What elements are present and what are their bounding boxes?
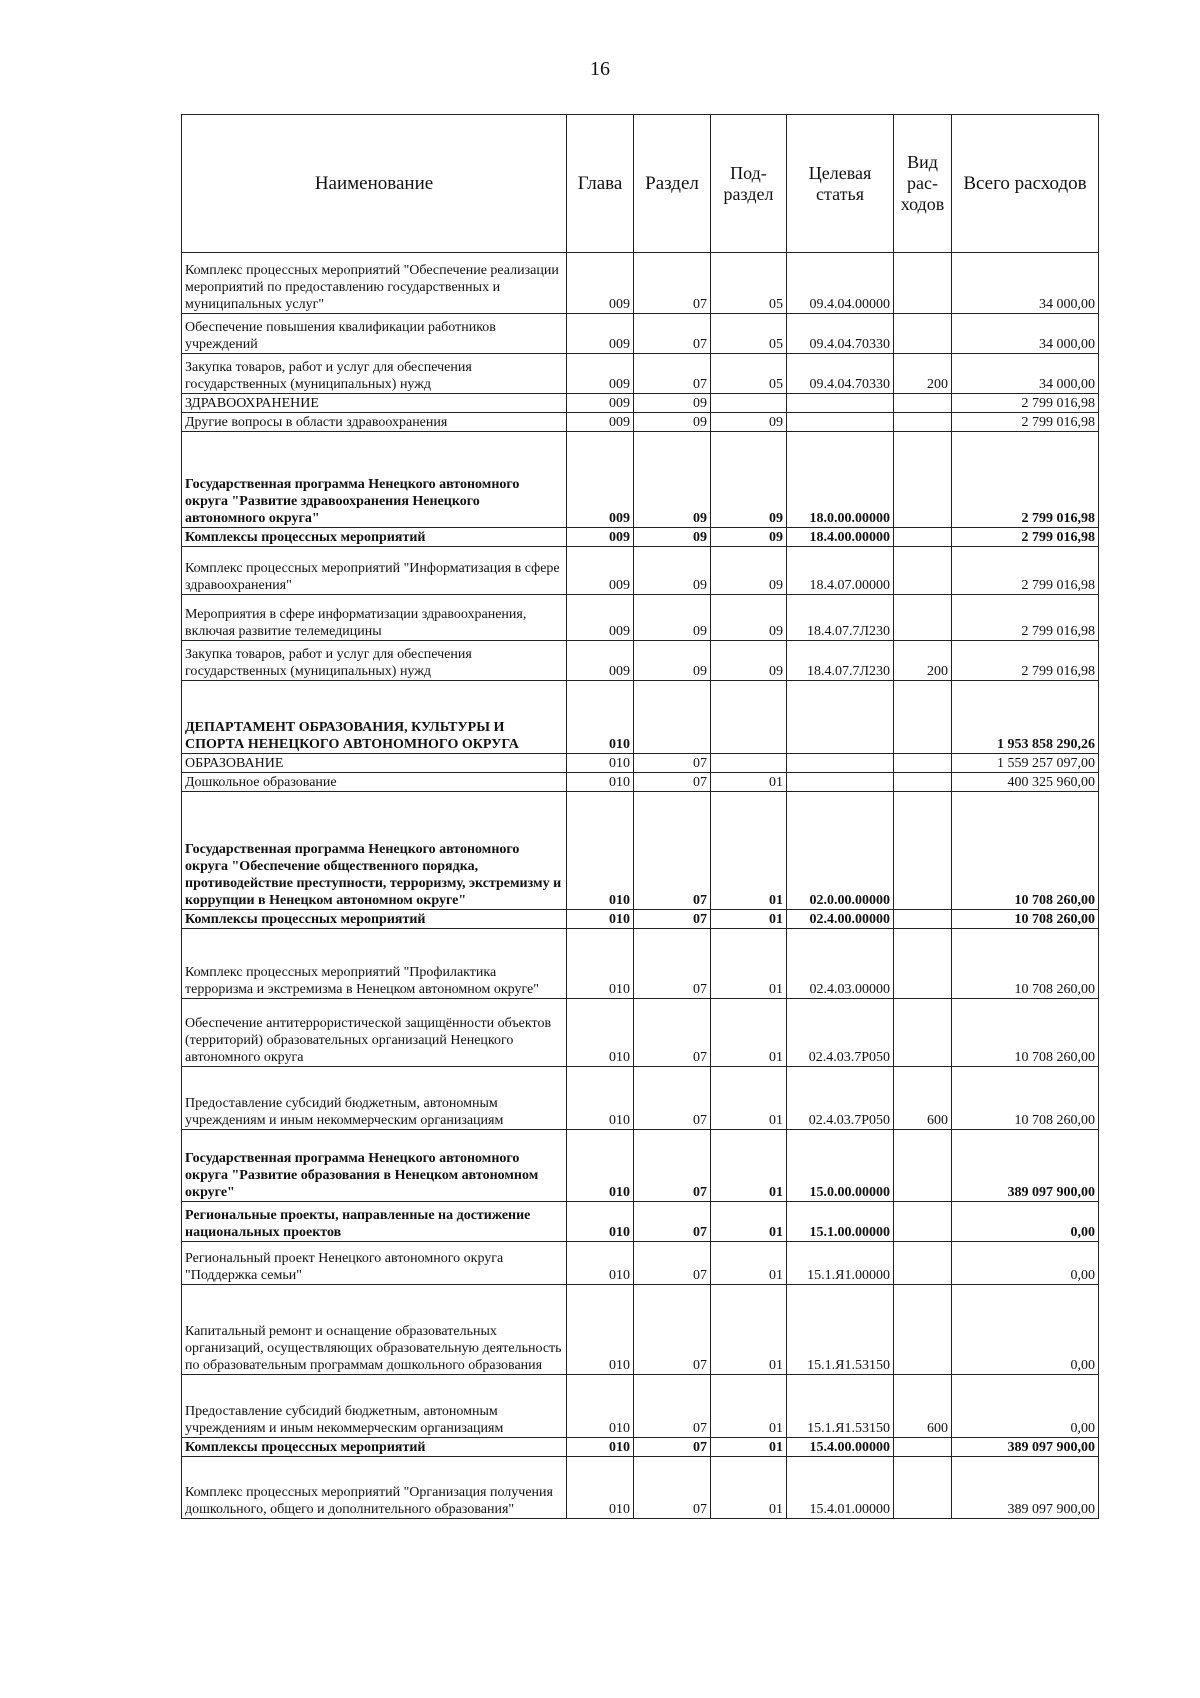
cell-name: Государственная программа Ненецкого автономного округа "Развитие образования в Ненецком автономном округе"	[182, 1130, 567, 1202]
cell-statya: 15.1.Я1.53150	[787, 1285, 894, 1375]
header-name: Наименование	[182, 115, 567, 253]
header-total: Всего расходов	[952, 115, 1099, 253]
cell-total: 34 000,00	[952, 253, 1099, 314]
cell-total: 0,00	[952, 1375, 1099, 1438]
cell-podrazdel: 05	[711, 314, 787, 354]
cell-name: Предоставление субсидий бюджетным, автономным учреждениям и иным некоммерческим организациям	[182, 1375, 567, 1438]
cell-statya: 02.4.03.00000	[787, 929, 894, 999]
table-row	[182, 1375, 1099, 1438]
cell-glava: 010	[567, 1457, 634, 1519]
cell-total: 389 097 900,00	[952, 1457, 1099, 1519]
table-row	[182, 1130, 1099, 1202]
cell-vid: 600	[894, 1067, 952, 1130]
header-podrazdel-line2: раздел	[723, 183, 774, 204]
cell-podrazdel: 01	[711, 929, 787, 999]
cell-podrazdel	[711, 394, 787, 413]
cell-vid	[894, 999, 952, 1067]
table-row	[182, 641, 1099, 681]
table-row	[182, 1067, 1099, 1130]
cell-razdel: 07	[634, 1242, 711, 1285]
cell-glava: 010	[567, 1130, 634, 1202]
cell-razdel: 09	[634, 432, 711, 528]
cell-vid	[894, 1457, 952, 1519]
cell-podrazdel: 05	[711, 253, 787, 314]
cell-glava: 009	[567, 528, 634, 547]
cell-total: 34 000,00	[952, 354, 1099, 394]
cell-total: 34 000,00	[952, 314, 1099, 354]
cell-statya: 15.1.Я1.00000	[787, 1242, 894, 1285]
cell-razdel: 07	[634, 754, 711, 773]
cell-statya: 15.0.00.00000	[787, 1130, 894, 1202]
cell-podrazdel: 01	[711, 999, 787, 1067]
cell-glava: 010	[567, 681, 634, 754]
cell-glava: 010	[567, 1285, 634, 1375]
cell-glava: 010	[567, 1438, 634, 1457]
table-row	[182, 432, 1099, 528]
cell-name: ОБРАЗОВАНИЕ	[182, 754, 567, 773]
cell-glava: 010	[567, 910, 634, 929]
cell-vid	[894, 792, 952, 910]
cell-razdel: 07	[634, 1375, 711, 1438]
cell-vid	[894, 1285, 952, 1375]
cell-glava: 009	[567, 394, 634, 413]
cell-podrazdel: 09	[711, 547, 787, 595]
cell-vid	[894, 253, 952, 314]
cell-razdel: 09	[634, 547, 711, 595]
cell-total: 389 097 900,00	[952, 1438, 1099, 1457]
cell-razdel: 09	[634, 413, 711, 432]
cell-total: 10 708 260,00	[952, 910, 1099, 929]
cell-statya: 18.4.00.00000	[787, 528, 894, 547]
cell-name: Комплексы процессных мероприятий	[182, 1438, 567, 1457]
cell-statya: 02.0.00.00000	[787, 792, 894, 910]
cell-glava: 010	[567, 929, 634, 999]
cell-glava: 010	[567, 1202, 634, 1242]
cell-total: 0,00	[952, 1202, 1099, 1242]
cell-total: 400 325 960,00	[952, 773, 1099, 792]
cell-podrazdel: 09	[711, 413, 787, 432]
cell-name: Комплекс процессных мероприятий "Информатизация в сфере здравоохранения"	[182, 547, 567, 595]
cell-statya: 15.4.01.00000	[787, 1457, 894, 1519]
table-row	[182, 1438, 1099, 1457]
cell-razdel: 07	[634, 792, 711, 910]
cell-podrazdel: 01	[711, 1242, 787, 1285]
cell-statya: 18.4.07.00000	[787, 547, 894, 595]
cell-glava: 010	[567, 999, 634, 1067]
cell-statya	[787, 754, 894, 773]
cell-podrazdel	[711, 754, 787, 773]
page-number: 16	[590, 58, 610, 80]
table-row	[182, 792, 1099, 910]
cell-name: Обеспечение повышения квалификации работников учреждений	[182, 314, 567, 354]
cell-name: Комплекс процессных мероприятий "Профилактика терроризма и экстремизма в Ненецком автономном округе"	[182, 929, 567, 999]
cell-glava: 009	[567, 547, 634, 595]
cell-total: 0,00	[952, 1242, 1099, 1285]
cell-glava: 009	[567, 354, 634, 394]
cell-vid	[894, 595, 952, 641]
cell-razdel: 07	[634, 1285, 711, 1375]
cell-glava: 010	[567, 792, 634, 910]
cell-statya: 15.1.Я1.53150	[787, 1375, 894, 1438]
cell-name: ЗДРАВООХРАНЕНИЕ	[182, 394, 567, 413]
cell-total: 2 799 016,98	[952, 432, 1099, 528]
table-row	[182, 528, 1099, 547]
cell-podrazdel: 09	[711, 528, 787, 547]
table-row	[182, 394, 1099, 413]
cell-vid	[894, 1438, 952, 1457]
header-statya-line1: Целевая	[808, 162, 872, 183]
table-row	[182, 681, 1099, 754]
cell-glava: 010	[567, 754, 634, 773]
cell-podrazdel: 01	[711, 1202, 787, 1242]
cell-statya: 15.4.00.00000	[787, 1438, 894, 1457]
cell-vid: 600	[894, 1375, 952, 1438]
cell-razdel: 07	[634, 354, 711, 394]
cell-statya: 02.4.03.7Р050	[787, 999, 894, 1067]
table-row	[182, 1457, 1099, 1519]
cell-vid	[894, 754, 952, 773]
cell-vid	[894, 314, 952, 354]
cell-glava: 010	[567, 1067, 634, 1130]
header-razdel: Раздел	[634, 115, 711, 253]
header-glava: Глава	[567, 115, 634, 253]
cell-name: Другие вопросы в области здравоохранения	[182, 413, 567, 432]
cell-vid	[894, 394, 952, 413]
header-vid-line2: рас-	[907, 173, 938, 193]
cell-name: Капитальный ремонт и оснащение образовательных организаций, осуществляющих образовательную деятельность по образовательным программам дошкольного образования	[182, 1285, 567, 1375]
cell-name: Предоставление субсидий бюджетным, автономным учреждениям и иным некоммерческим организациям	[182, 1067, 567, 1130]
cell-podrazdel: 01	[711, 1438, 787, 1457]
cell-podrazdel: 01	[711, 792, 787, 910]
cell-razdel: 09	[634, 641, 711, 681]
table-row	[182, 314, 1099, 354]
table-row	[182, 354, 1099, 394]
cell-statya: 09.4.04.70330	[787, 354, 894, 394]
cell-glava: 009	[567, 595, 634, 641]
cell-name: Дошкольное образование	[182, 773, 567, 792]
table-row	[182, 547, 1099, 595]
cell-name: Региональные проекты, направленные на достижение национальных проектов	[182, 1202, 567, 1242]
cell-vid	[894, 432, 952, 528]
cell-statya: 18.0.00.00000	[787, 432, 894, 528]
cell-name: Закупка товаров, работ и услуг для обеспечения государственных (муниципальных) нужд	[182, 354, 567, 394]
cell-glava: 010	[567, 773, 634, 792]
cell-razdel: 07	[634, 999, 711, 1067]
cell-podrazdel: 01	[711, 910, 787, 929]
cell-podrazdel: 09	[711, 432, 787, 528]
cell-podrazdel: 01	[711, 1067, 787, 1130]
cell-razdel: 07	[634, 910, 711, 929]
cell-razdel: 09	[634, 394, 711, 413]
cell-total: 2 799 016,98	[952, 528, 1099, 547]
cell-statya	[787, 394, 894, 413]
cell-name: ДЕПАРТАМЕНТ ОБРАЗОВАНИЯ, КУЛЬТУРЫ И СПОРТА НЕНЕЦКОГО АВТОНОМНОГО ОКРУГА	[182, 681, 567, 754]
table-row	[182, 1285, 1099, 1375]
table-row	[182, 910, 1099, 929]
cell-total: 1 953 858 290,26	[952, 681, 1099, 754]
cell-total: 2 799 016,98	[952, 547, 1099, 595]
header-statya	[787, 115, 894, 253]
cell-vid	[894, 413, 952, 432]
cell-name: Комплекс процессных мероприятий "Обеспечение реализации мероприятий по предоставлению государственных и муниципальных услуг"	[182, 253, 567, 314]
cell-vid: 200	[894, 354, 952, 394]
cell-total: 10 708 260,00	[952, 1067, 1099, 1130]
cell-total: 10 708 260,00	[952, 929, 1099, 999]
cell-razdel: 09	[634, 528, 711, 547]
cell-vid	[894, 681, 952, 754]
cell-name: Обеспечение антитеррористической защищённости объектов (территорий) образовательных организаций Ненецкого автономного округа	[182, 999, 567, 1067]
cell-total: 389 097 900,00	[952, 1130, 1099, 1202]
cell-name: Государственная программа Ненецкого автономного округа "Развитие здравоохранения Ненецкого автономного округа"	[182, 432, 567, 528]
cell-glava: 009	[567, 413, 634, 432]
cell-glava: 009	[567, 314, 634, 354]
cell-statya	[787, 413, 894, 432]
cell-podrazdel: 01	[711, 773, 787, 792]
cell-statya: 02.4.00.00000	[787, 910, 894, 929]
cell-vid: 200	[894, 641, 952, 681]
cell-vid	[894, 547, 952, 595]
table-row	[182, 1242, 1099, 1285]
cell-total: 2 799 016,98	[952, 394, 1099, 413]
cell-razdel: 07	[634, 314, 711, 354]
cell-podrazdel: 01	[711, 1457, 787, 1519]
cell-glava: 009	[567, 641, 634, 681]
table-row	[182, 773, 1099, 792]
cell-statya: 18.4.07.7Л230	[787, 641, 894, 681]
table-row	[182, 929, 1099, 999]
cell-razdel: 07	[634, 929, 711, 999]
table-row	[182, 413, 1099, 432]
cell-podrazdel: 09	[711, 641, 787, 681]
cell-statya	[787, 773, 894, 792]
cell-vid	[894, 773, 952, 792]
cell-razdel: 07	[634, 1130, 711, 1202]
cell-total: 2 799 016,98	[952, 413, 1099, 432]
cell-total: 2 799 016,98	[952, 641, 1099, 681]
header-statya-line2: статья	[816, 183, 864, 204]
cell-podrazdel: 01	[711, 1375, 787, 1438]
cell-name: Комплекс процессных мероприятий "Организация получения дошкольного, общего и дополнительного образования"	[182, 1457, 567, 1519]
header-podrazdel	[711, 115, 787, 253]
cell-razdel: 07	[634, 1202, 711, 1242]
table-row	[182, 1202, 1099, 1242]
cell-razdel: 07	[634, 773, 711, 792]
cell-vid	[894, 910, 952, 929]
cell-glava: 010	[567, 1242, 634, 1285]
header-vid-line3: ходов	[900, 194, 945, 214]
cell-name: Комплексы процессных мероприятий	[182, 528, 567, 547]
table-row	[182, 595, 1099, 641]
budget-table	[181, 114, 1099, 1519]
cell-glava: 009	[567, 253, 634, 314]
table-row	[182, 999, 1099, 1067]
cell-vid	[894, 1130, 952, 1202]
header-vid-line1: Вид	[907, 152, 938, 172]
header-vid	[894, 115, 952, 253]
cell-glava: 009	[567, 432, 634, 528]
cell-razdel	[634, 681, 711, 754]
cell-podrazdel	[711, 681, 787, 754]
cell-statya: 02.4.03.7Р050	[787, 1067, 894, 1130]
cell-vid	[894, 1202, 952, 1242]
header-row	[182, 115, 1099, 253]
cell-name: Мероприятия в сфере информатизации здравоохранения, включая развитие телемедицины	[182, 595, 567, 641]
cell-name: Закупка товаров, работ и услуг для обеспечения государственных (муниципальных) нужд	[182, 641, 567, 681]
cell-razdel: 07	[634, 1438, 711, 1457]
cell-total: 10 708 260,00	[952, 792, 1099, 910]
cell-name: Комплексы процессных мероприятий	[182, 910, 567, 929]
table-row	[182, 754, 1099, 773]
header-podrazdel-line1: Под-	[730, 162, 767, 183]
cell-glava: 010	[567, 1375, 634, 1438]
table-body	[182, 253, 1099, 1519]
table-row	[182, 253, 1099, 314]
cell-vid	[894, 929, 952, 999]
cell-statya: 09.4.04.70330	[787, 314, 894, 354]
cell-podrazdel: 01	[711, 1130, 787, 1202]
cell-razdel: 07	[634, 1067, 711, 1130]
cell-razdel: 07	[634, 253, 711, 314]
cell-name: Региональный проект Ненецкого автономного округа "Поддержка семьи"	[182, 1242, 567, 1285]
cell-total: 10 708 260,00	[952, 999, 1099, 1067]
cell-statya: 15.1.00.00000	[787, 1202, 894, 1242]
cell-total: 1 559 257 097,00	[952, 754, 1099, 773]
cell-statya	[787, 681, 894, 754]
cell-vid	[894, 1242, 952, 1285]
cell-statya: 09.4.04.00000	[787, 253, 894, 314]
cell-statya: 18.4.07.7Л230	[787, 595, 894, 641]
cell-podrazdel: 05	[711, 354, 787, 394]
cell-podrazdel: 09	[711, 595, 787, 641]
cell-total: 0,00	[952, 1285, 1099, 1375]
cell-podrazdel: 01	[711, 1285, 787, 1375]
cell-name: Государственная программа Ненецкого автономного округа "Обеспечение общественного порядка, противодействие преступности, терроризму, экстремизму и коррупции в Ненецком автономном округе"	[182, 792, 567, 910]
cell-razdel: 09	[634, 595, 711, 641]
cell-razdel: 07	[634, 1457, 711, 1519]
cell-total: 2 799 016,98	[952, 595, 1099, 641]
cell-vid	[894, 528, 952, 547]
